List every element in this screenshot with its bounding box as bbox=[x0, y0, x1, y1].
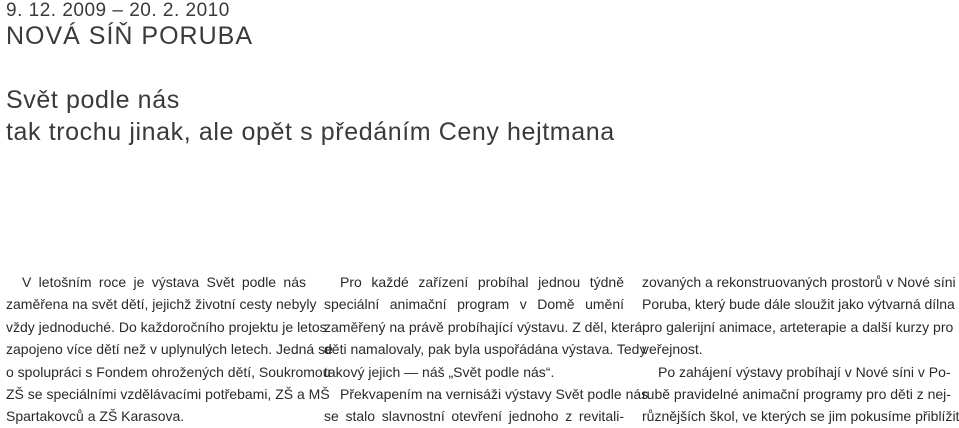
text-line: Poruba, který bude dále sloužit jako výtvarná dílna bbox=[642, 296, 955, 313]
text-line: speciální animační program v Domě umění bbox=[324, 296, 624, 313]
title-line-2: tak trochu jinak, ale opět s předáním Ceny hejtmana bbox=[6, 118, 615, 146]
text-line: Pro každé zařízení probíhal jednou týdně bbox=[340, 274, 624, 290]
text-line: zaměřený na právě probíhající výstavu. Z děl, která bbox=[324, 318, 643, 335]
text-line: pro galerijní animace, arteterapie a další kurzy pro bbox=[642, 318, 954, 335]
text-line: o spolupráci s Fondem ohrožených dětí, Soukromou bbox=[6, 363, 331, 380]
venue-name: NOVÁ SÍŇ PORUBA bbox=[6, 22, 253, 50]
article-title bbox=[6, 84, 615, 148]
text-line: vždy jednoduché. Do každoročního projektu je letos bbox=[6, 318, 327, 335]
text-line: zaměřena na svět dětí, jejichž životní cesty nebyly bbox=[6, 296, 317, 313]
text-line: různějších škol, ve kterých se jim pokusíme přiblížit bbox=[642, 408, 959, 425]
text-line: takový jejich — náš „Svět podle nás“. bbox=[324, 363, 555, 380]
text-line: V letošním roce je výstava Svět podle nás bbox=[22, 274, 306, 290]
text-line: Spartakovců a ZŠ Karasova. bbox=[6, 408, 185, 425]
text-line: Po zahájení výstavy probíhají v Nové síni v Po- bbox=[658, 363, 951, 380]
text-column-2 bbox=[324, 271, 649, 428]
text-column-3 bbox=[642, 271, 959, 428]
text-line: děti namalovaly, pak byla uspořádána výstava. Tedy bbox=[324, 341, 647, 358]
text-line: ZŠ se speciálními vzdělávacími potřebami, ZŠ a MŠ bbox=[6, 386, 330, 403]
title-line-1: Svět podle nás bbox=[6, 86, 180, 114]
text-line: Překvapením na vernisáži výstavy Svět podle nás bbox=[340, 386, 649, 403]
text-column-1 bbox=[6, 271, 333, 428]
text-line: rubě pravidelné animační programy pro děti z nej- bbox=[642, 386, 951, 403]
exhibition-dates: 9. 12. 2009 – 20. 2. 2010 bbox=[6, 0, 230, 21]
text-line: se stalo slavnostní otevření jednoho z revitali- bbox=[324, 408, 624, 425]
text-line: zovaných a rekonstruovaných prostorů v Nové síni bbox=[642, 274, 956, 290]
text-line: zapojeno více dětí než v uplynulých letech. Jedná se bbox=[6, 341, 333, 358]
text-line: veřejnost. bbox=[642, 341, 703, 358]
